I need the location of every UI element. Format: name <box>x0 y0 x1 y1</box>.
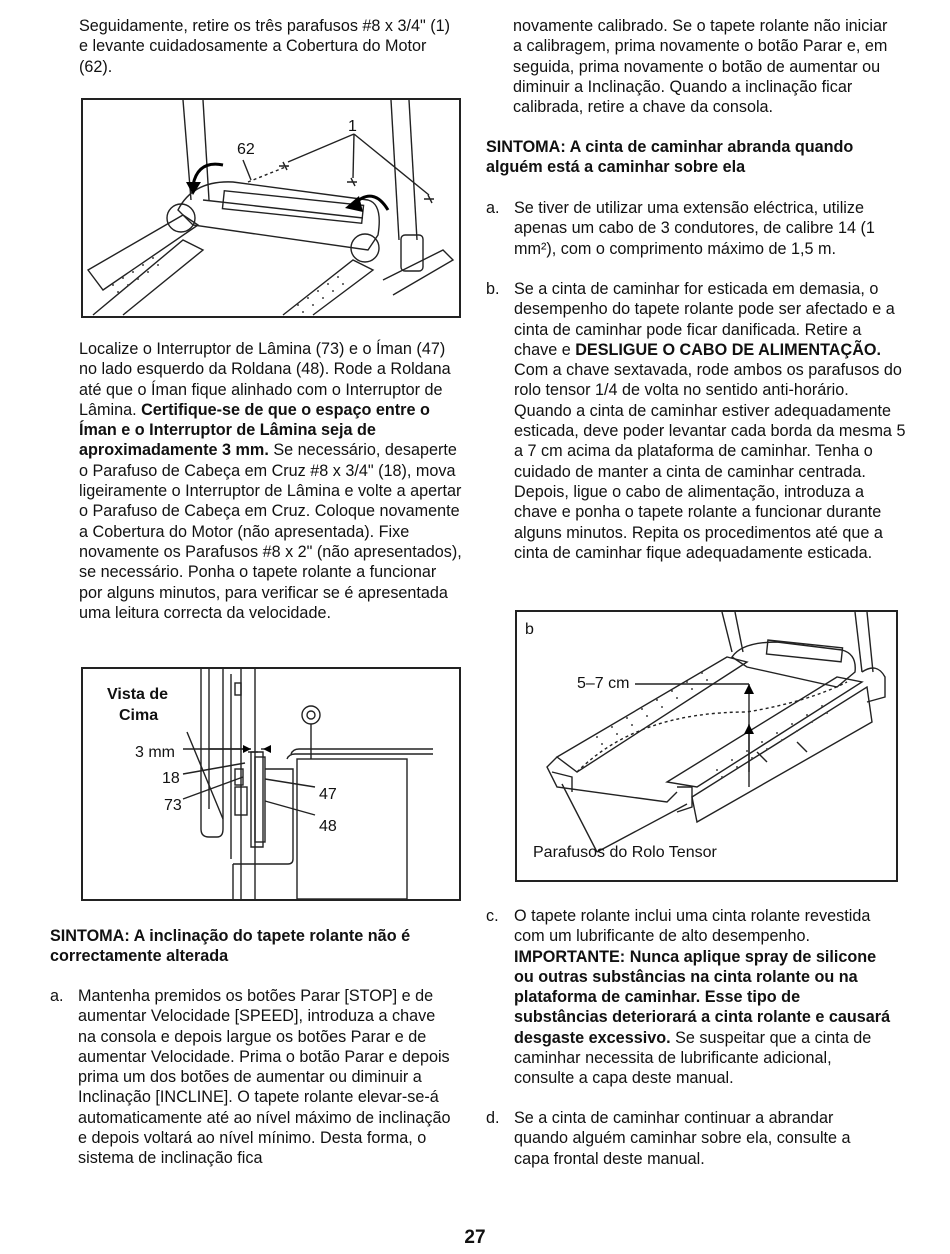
item-label: a. <box>486 199 500 217</box>
motor-cover-illustration <box>83 100 459 316</box>
callout-3mm: 3 mm <box>135 744 175 761</box>
caption-idler-screws: Parafusos do Rolo Tensor <box>533 844 717 861</box>
item-label: c. <box>486 907 499 925</box>
list-item-d-right <box>486 1108 906 1170</box>
callout-belt-lift: 5–7 cm <box>577 675 630 692</box>
callout-18: 18 <box>162 770 180 787</box>
callout-48: 48 <box>319 818 337 835</box>
page-number: 27 <box>464 1227 486 1248</box>
item-text: Se tiver de utilizar uma extensão eléctrica, utilize apenas um cabo de 3 condutores, de calibre 14 (1 mm²), com o comprimento máximo de 1,5 m. <box>514 199 875 258</box>
item-label: d. <box>486 1109 500 1127</box>
view-title-line1: Vista de <box>107 686 169 703</box>
item-text: Se a cinta de caminhar for esticada em demasia, o desempenho do tapete rolante pode ser afectado e a cinta de caminhar pode ficar danificada. Retire a chave e DESLIGUE O CABO DE ALIMENTAÇÃO. Com a chave sextavada, rode ambos os parafusos do rolo tensor 1/4 de volta no sentido anti-horário. Quando a cinta de caminhar estiver adequadamente esticada, deve poder levantar cada borda da mesma 5 a 7 cm acima da plataforma de caminhar. Tenha o cuidado de manter a cinta de caminhar centrada. Depois, ligue o cabo de alimentação, introduza a chave e ponha o tapete rolante a funcionar durante alguns minutos. Repita os procedimentos até que a cinta de caminhar fique adequadamente esticada. <box>514 280 906 562</box>
list-item-a-left <box>50 986 460 1176</box>
paragraph-reed-switch: Localize o Interruptor de Lâmina (73) e o Íman (47) no lado esquerdo da Roldana (48). Rode a Roldana até que o Íman fique alinhado com o Interruptor de Lâmina. Certifique-se de que o espaço entre o Íman e o Interruptor de Lâmina seja de aproximadamente 3 mm. Se necessário, desaperte o Parafuso de Cabeça em Cruz #8 x 3/4" (18), mova ligeiramente o Interruptor de Lâmina e volte a apertar o Parafuso de Cabeça em Cruz. Coloque novamente a Cobertura do Motor (não apresentada). Fixe novamente os Parafusos #8 x 2" (não apresentados), se necessário. Ponha o tapete rolante a funcionar por alguns minutos, para verificar se é apresentada uma leitura correcta da velocidade. <box>79 340 462 622</box>
callout-73: 73 <box>164 797 182 814</box>
callout-1: 1 <box>348 118 357 135</box>
list-item-a-right <box>486 198 906 260</box>
item-text: Se a cinta de caminhar continuar a abrandar quando alguém caminhar sobre ela, consulte a capa frontal deste manual. <box>514 1109 851 1168</box>
paragraph-remove-screws: Seguidamente, retire os três parafusos #8 x 3/4" (1) e levante cuidadosamente a Cobertura do Motor (62). <box>79 17 451 76</box>
figure-top-view <box>81 667 461 901</box>
item-label: a. <box>50 987 64 1005</box>
item-text: Mantenha premidos os botões Parar [STOP] e de aumentar Velocidade [SPEED], introduza a chave na consola e depois largue os botões Parar e de aumentar Velocidade. Prima o botão Parar e depois prima um dos botões de aumentar ou diminuir a Inclinação [INCLINE]. O tapete rolante elevar-se-á automaticamente até ao nível máximo de inclinação e depois voltará ao nível mínimo. Desta forma, o sistema de inclinação fica <box>78 987 451 1168</box>
symptom-heading-belt: SINTOMA: A cinta de caminhar abranda quando alguém está a caminhar sobre ela <box>486 138 854 177</box>
callout-62: 62 <box>237 141 255 158</box>
symptom-heading-incline: SINTOMA: A inclinação do tapete rolante não é correctamente alterada <box>50 927 411 966</box>
view-title-line2: Cima <box>119 707 159 724</box>
item-text: O tapete rolante inclui uma cinta rolante revestida com um lubrificante de alto desempenho. IMPORTANTE: Nunca aplique spray de silicone ou outras substâncias na cinta rolante ou na plataforma de caminhar. Esse tipo de substâncias deteriorará a cinta rolante e causará desgaste excessivo. Se suspeitar que a cinta de caminhar necessita de lubrificante adicional, consulte a capa deste manual. <box>514 907 891 1088</box>
callout-47: 47 <box>319 786 337 803</box>
paragraph-calibrated: novamente calibrado. Se o tapete rolante não iniciar a calibragem, prima novamente o botão Parar e, em seguida, prima novamente o botão de aumentar ou diminuir a Inclinação. Quando a inclinação ficar calibrada, retire a chave da consola. <box>513 17 888 117</box>
belt-tension-illustration <box>517 612 896 880</box>
figure-letter-b: b <box>525 621 534 638</box>
list-item-b-right <box>486 279 906 584</box>
figure-belt-tension <box>515 610 898 882</box>
item-label: b. <box>486 280 500 298</box>
list-item-c-right <box>486 906 906 1091</box>
figure-motor-cover <box>81 98 461 318</box>
